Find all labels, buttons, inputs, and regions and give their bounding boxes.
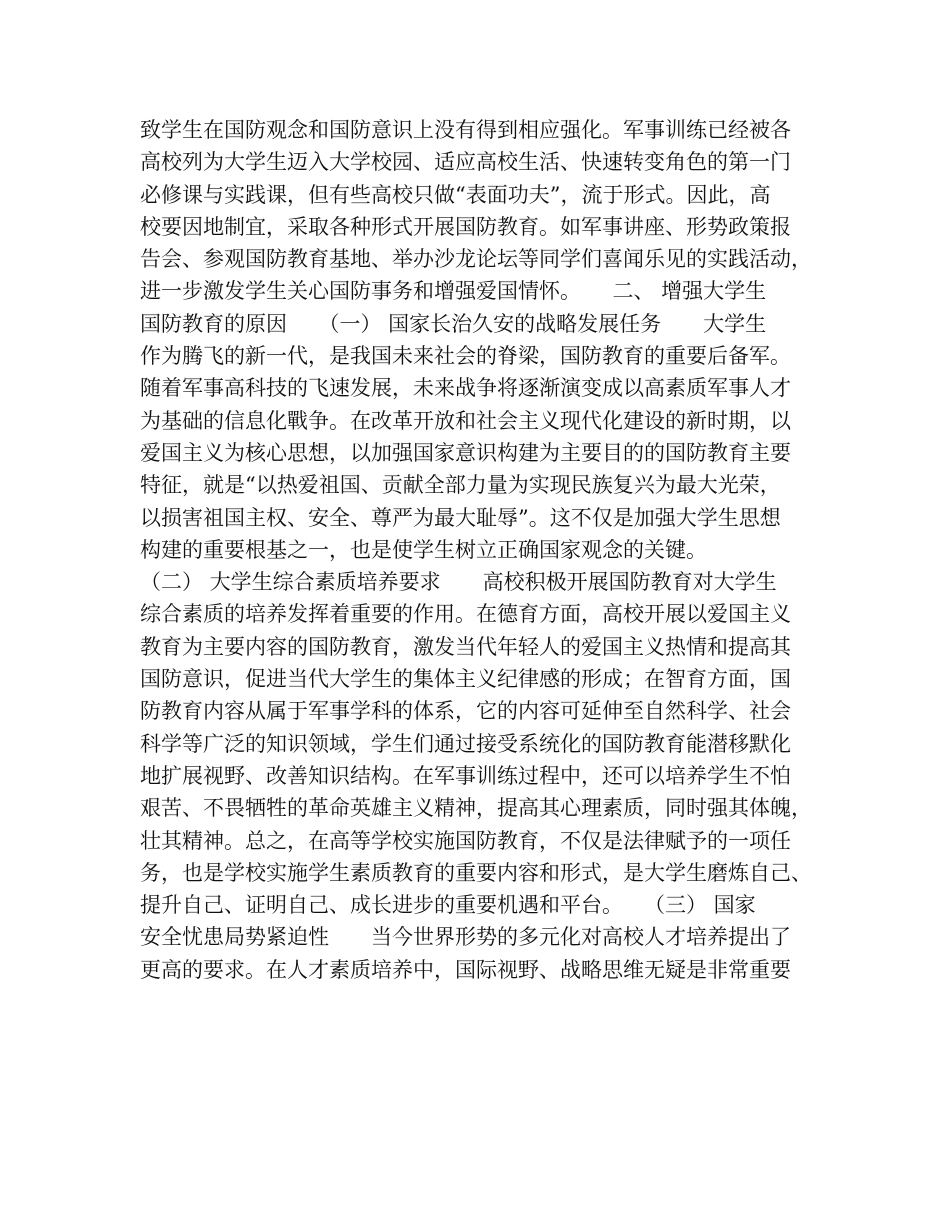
text-line: 为基础的信息化戰争。在改革开放和社会主义现代化建设的新时期，以 [140, 408, 791, 433]
text-line: 壮其精神。总之，在高等学校实施国防教育，不仅是法律赋予的一项任 [140, 828, 791, 853]
text-line: 告会、参观国防教育基地、举办沙龙论坛等同学们喜闻乐见的实践活动， [140, 247, 812, 272]
text-line: 必修课与实践课，但有些高校只做“表面功夫”，流于形式。因此，高 [140, 182, 771, 207]
text-line: 构建的重要根基之一，也是使学生树立正确国家观念的关键。 [140, 537, 707, 562]
text-line: 校要因地制宜，采取各种形式开展国防教育。如军事讲座、形势政策报 [140, 214, 791, 239]
text-line: 综合素质的培养发挥着重要的作用。在德育方面，高校开展以爱国主义 [140, 602, 791, 627]
text-line: 高校列为大学生迈入大学校园、适应高校生活、快速转变角色的第一门 [140, 150, 791, 175]
text-line: 科学等广泛的知识领域，学生们通过接受系统化的国防教育能潜移默化 [140, 731, 791, 756]
text-line: 特征，就是“以热爱祖国、贡献全部力量为实现民族复兴为最大光荣， [140, 473, 781, 498]
text-line: 作为腾飞的新一代，是我国未来社会的脊梁，国防教育的重要后备军。 [140, 344, 791, 369]
text-line: 教育为主要内容的国防教育，激发当代年轻人的爱国主义热情和提高其 [140, 634, 791, 659]
text-line: 地扩展视野、改善知识结构。在军事训练过程中，还可以培养学生不怕 [140, 763, 791, 788]
text-line: 防教育内容从属于军事学科的体系，它的内容可延伸至自然科学、社会 [140, 699, 791, 724]
text-line: 安全忧患局势紧迫性 当今世界形势的多元化对高校人才培养提出了 [140, 925, 791, 950]
text-line: 爱国主义为核心思想，以加强国家意识构建为主要目的的国防教育主要 [140, 440, 791, 465]
text-line: 艰苦、不畏牺牲的革命英雄主义精神，提高其心理素质，同时强其体魄， [140, 796, 812, 821]
text-line: 国防意识，促进当代大学生的集体主义纪律感的形成；在智育方面，国 [140, 667, 791, 692]
text-line: 以损害祖国主权、安全、尊严为最大耻辱”。这不仅是加强大学生思想 [140, 505, 781, 530]
text-line: 更高的要求。在人才素质培养中，国际视野、战略思维无疑是非常重要 [140, 957, 791, 982]
text-line: 进一步激发学生关心国防事务和增强爱国情怀。 二、 增强大学生 [140, 279, 767, 304]
text-line: （二） 大学生综合素质培养要求 高校积极开展国防教育对大学生 [140, 570, 777, 595]
text-line: 国防教育的原因 （一） 国家长治久安的战略发展任务 大学生 [140, 311, 767, 336]
body-text [140, 114, 820, 986]
text-line: 提升自己、证明自己、成长进步的重要机遇和平台。 （三） 国家 [140, 893, 756, 918]
text-line: 随着军事高科技的飞速发展，未来战争将逐渐演变成以高素质军事人才 [140, 376, 791, 401]
text-line: 致学生在国防观念和国防意识上没有得到相应强化。军事训练已经被各 [140, 118, 791, 142]
text-line: 务，也是学校实施学生素质教育的重要内容和形式，是大学生磨炼自己、 [140, 860, 812, 885]
